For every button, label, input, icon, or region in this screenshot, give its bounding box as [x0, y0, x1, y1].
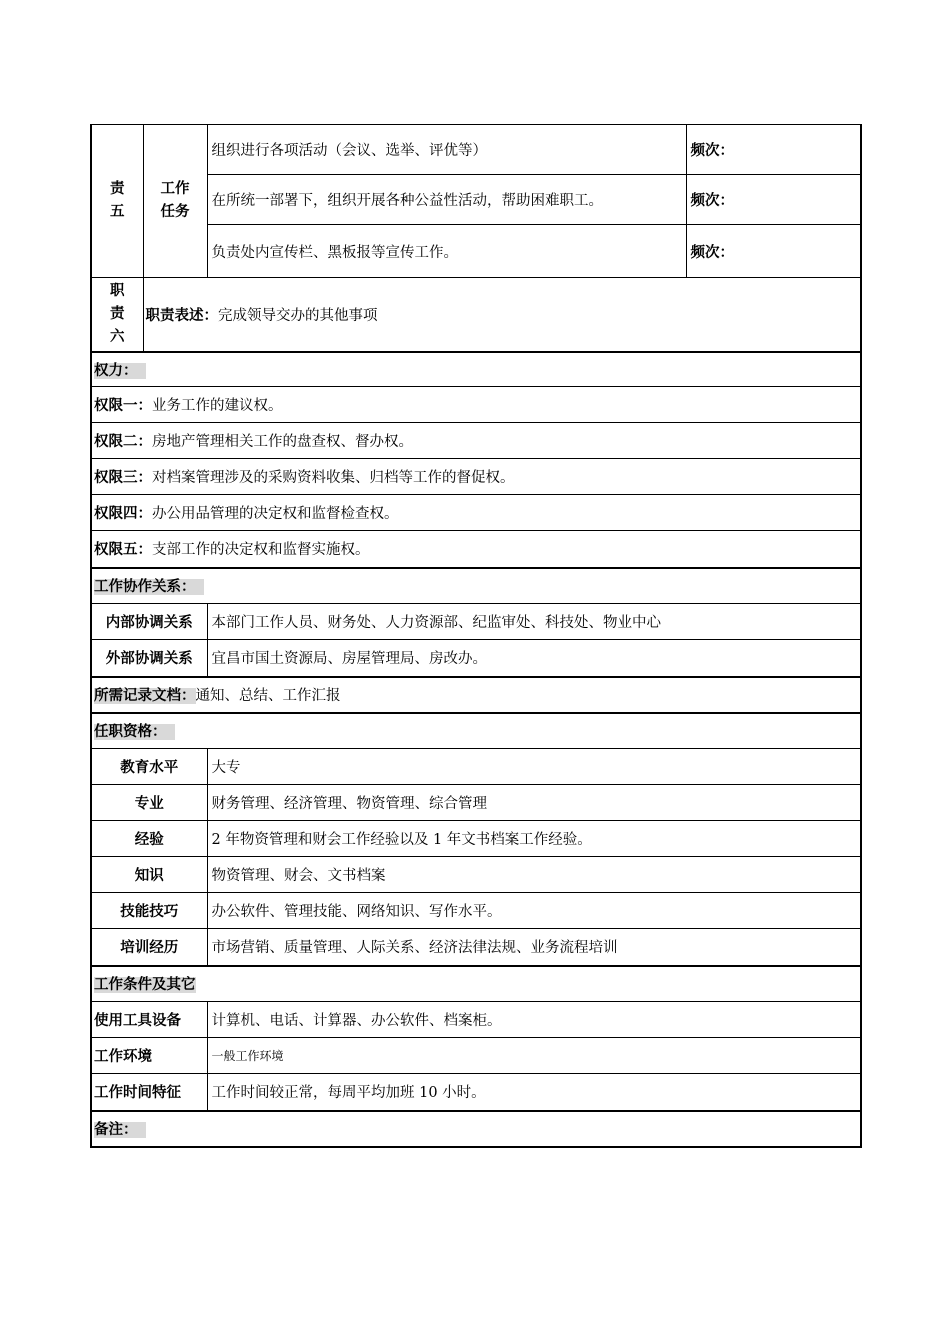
job-description-table [90, 124, 860, 1148]
power-label: 权限一： [94, 398, 152, 414]
power-row [91, 531, 861, 568]
qual-label: 教育水平 [91, 749, 207, 785]
duty6-description [143, 278, 861, 352]
cond-title: 工作条件及其它 [91, 966, 861, 1002]
qual-row [91, 821, 861, 857]
power-label: 权限二： [94, 434, 152, 450]
qual-label: 知识 [91, 857, 207, 893]
coop-text: 本部门工作人员、财务处、人力资源部、纪监审处、科技处、物业中心 [207, 604, 861, 640]
duty5-task-freq: 频次： [686, 175, 861, 225]
power-text: 房地产管理相关工作的盘查权、督办权。 [152, 434, 413, 450]
qual-text: 大专 [207, 749, 861, 785]
duty5-label: 责 五 [91, 125, 143, 278]
qual-text: 物资管理、财会、文书档案 [207, 857, 861, 893]
duty5-task-label: 工作 任务 [143, 125, 207, 278]
qual-text: 市场营销、质量管理、人际关系、经济法律法规、业务流程培训 [207, 929, 861, 966]
power-label: 权限五： [94, 542, 152, 559]
cond-text: 工作时间较正常，每周平均加班 10 小时。 [207, 1074, 861, 1111]
qual-row [91, 857, 861, 893]
power-row [91, 387, 861, 423]
power-text: 对档案管理涉及的采购资料收集、归档等工作的督促权。 [152, 470, 515, 486]
duty6-row [91, 278, 861, 352]
duty5-task-text: 在所统一部署下，组织开展各种公益性活动，帮助困难职工。 [207, 175, 686, 225]
power-row [91, 423, 861, 459]
coop-row [91, 604, 861, 640]
qual-text: 财务管理、经济管理、物资管理、综合管理 [207, 785, 861, 821]
coop-title: 工作协作关系： [91, 568, 861, 604]
qual-text: 办公软件、管理技能、网络知识、写作水平。 [207, 893, 861, 929]
coop-label: 内部协调关系 [91, 604, 207, 640]
qual-row [91, 785, 861, 821]
qual-label: 经验 [91, 821, 207, 857]
power-label: 权限三： [94, 470, 152, 486]
duty6-desc-text: 完成领导交办的其他事项 [218, 307, 378, 324]
power-label: 权限四： [94, 506, 152, 522]
coop-text: 宜昌市国土资源局、房屋管理局、房改办。 [207, 640, 861, 677]
duty5-task-freq: 频次： [686, 125, 861, 175]
qual-row [91, 893, 861, 929]
qual-header-row [91, 713, 861, 749]
duty5-task-row [91, 175, 861, 225]
records-row [91, 677, 861, 713]
notes-title: 备注： [91, 1111, 861, 1147]
notes-row [91, 1111, 861, 1147]
qual-label: 技能技巧 [91, 893, 207, 929]
qual-label: 专业 [91, 785, 207, 821]
power-header-row [91, 352, 861, 387]
cond-row [91, 1074, 861, 1111]
qual-row [91, 749, 861, 785]
cond-header-row [91, 966, 861, 1002]
qual-text: 2 年物资管理和财会工作经验以及 1 年文书档案工作经验。 [207, 821, 861, 857]
duty5-task-text: 负责处内宣传栏、黑板报等宣传工作。 [207, 225, 686, 278]
duty5-task-row [91, 225, 861, 278]
duty5-task-row [91, 125, 861, 175]
qual-row [91, 929, 861, 966]
power-text: 支部工作的决定权和监督实施权。 [152, 542, 370, 559]
cond-row [91, 1038, 861, 1074]
power-row [91, 495, 861, 531]
power-title: 权力： [91, 352, 861, 387]
qual-title: 任职资格： [91, 713, 861, 749]
duty5-task-text: 组织进行各项活动（会议、选举、评优等） [207, 125, 686, 175]
records-text: 通知、总结、工作汇报 [195, 688, 341, 704]
coop-label: 外部协调关系 [91, 640, 207, 677]
duty6-desc-label: 职责表述： [145, 307, 218, 324]
records-label: 所需记录文档： [94, 688, 196, 704]
duty6-label: 职 责 六 [91, 278, 143, 352]
power-row [91, 459, 861, 495]
qual-label: 培训经历 [91, 929, 207, 966]
coop-row [91, 640, 861, 677]
duty5-task-freq: 频次： [686, 225, 861, 278]
power-text: 业务工作的建议权。 [152, 398, 283, 414]
cond-label: 工作环境 [91, 1038, 207, 1074]
cond-label: 使用工具设备 [91, 1002, 207, 1038]
cond-row [91, 1002, 861, 1038]
power-text: 办公用品管理的决定权和监督检查权。 [152, 506, 399, 522]
cond-label: 工作时间特征 [91, 1074, 207, 1111]
coop-header-row [91, 568, 861, 604]
cond-text: 计算机、电话、计算器、办公软件、档案柜。 [207, 1002, 861, 1038]
cond-text: 一般工作环境 [207, 1038, 861, 1074]
